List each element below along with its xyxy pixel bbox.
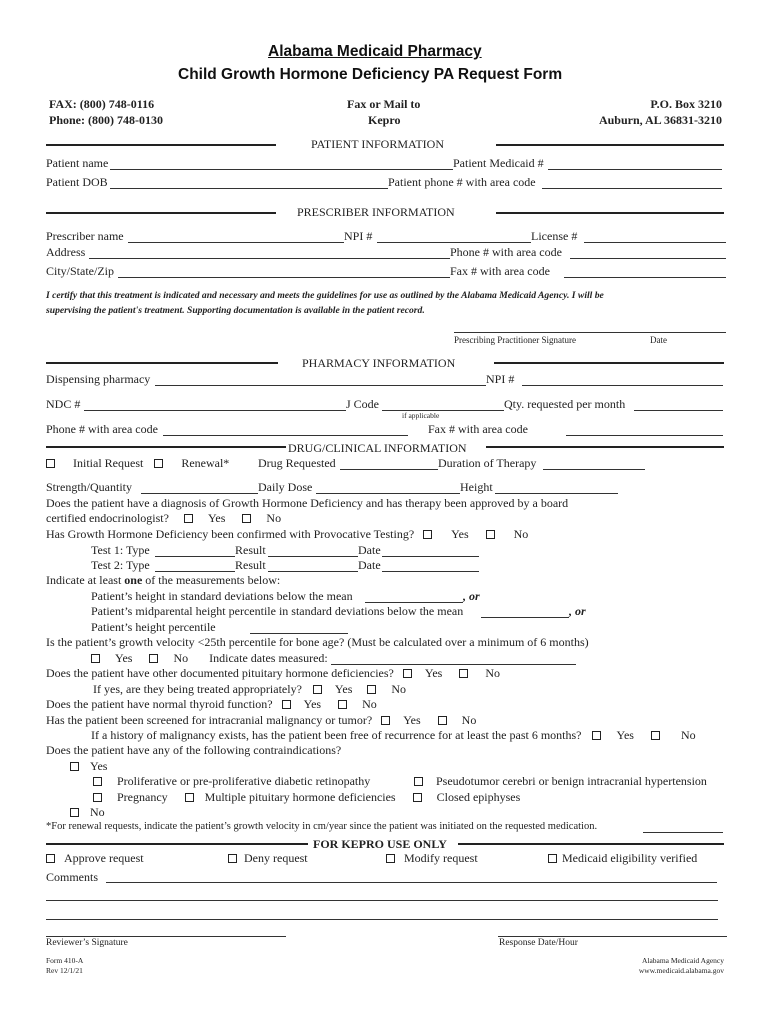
q4b-no-label: No: [391, 682, 407, 696]
section-divider: [46, 212, 276, 214]
contraindication-2-label: Pseudotumor cerebri or benign intracranial hypertension: [436, 774, 707, 788]
q6-yes-label: Yes: [403, 713, 421, 727]
agency-name: Alabama Medicaid Agency: [641, 956, 724, 965]
ndc-field[interactable]: [84, 410, 346, 411]
address-field[interactable]: [89, 258, 450, 259]
q4-yes-label: Yes: [424, 666, 443, 680]
patient-name-label: Patient name: [46, 156, 109, 170]
prescriber-npi-label: NPI #: [344, 229, 373, 243]
contraindication-1-row: [93, 774, 370, 789]
question-4-text: Does the patient have other documented pituitary hormone deficiencies?: [46, 666, 394, 680]
duration-label: Duration of Therapy: [438, 456, 537, 470]
modify-checkbox[interactable]: [386, 854, 395, 863]
contraindication-2-checkbox[interactable]: [414, 777, 423, 786]
reviewer-signature-label: Reviewer’s Signature: [46, 938, 128, 948]
initial-request-checkbox[interactable]: [46, 459, 55, 468]
kepro-section-title: FOR KEPRO USE ONLY: [313, 837, 447, 851]
question-4b-text: If yes, are they being treated appropriately?: [93, 682, 302, 696]
certification-line-1: I certify that this treatment is indicated and necessary and meets the guidelines for use as outlined by the Alabama Medicaid Agency. I will be: [46, 290, 604, 301]
fax-number: FAX: (800) 748-0116: [49, 97, 155, 111]
medicaid-eligibility-label: Medicaid eligibility verified: [562, 851, 698, 865]
question-5-row: [46, 697, 377, 712]
test-1-type-field[interactable]: [155, 556, 235, 557]
section-divider: [46, 446, 286, 448]
section-divider: [46, 362, 278, 364]
q7-yes-row: [70, 759, 107, 774]
question-1-text: Does the patient have a diagnosis of Growth Hormone Deficiency and has therapy been approved by a board: [46, 496, 569, 510]
question-6b-text: If a history of malignancy exists, has the patient been free of recurrence for at least the past 6 months?: [91, 728, 582, 742]
response-date-line[interactable]: [498, 936, 727, 937]
patient-name-field[interactable]: [110, 169, 453, 170]
q6b-no-label: No: [680, 728, 696, 742]
ndc-label: NDC #: [46, 397, 81, 411]
drug-requested-field[interactable]: [340, 469, 438, 470]
comments-label: Comments: [46, 870, 99, 884]
question-6-text: Has the patient been screened for intracranial malignancy or tumor?: [46, 713, 373, 727]
response-date-label: Response Date/Hour: [499, 938, 578, 948]
approve-label: Approve request: [64, 851, 144, 865]
q1-yes-label: Yes: [207, 511, 226, 525]
q3-no-label: No: [173, 651, 189, 665]
if-applicable-note: if applicable: [402, 411, 440, 420]
contraindication-5-label: Closed epiphyses: [436, 790, 521, 804]
prescriber-phone-field[interactable]: [570, 258, 726, 259]
daily-dose-label: Daily Dose: [258, 480, 313, 494]
measurement-2-or: , or: [569, 604, 586, 618]
question-3-row: [91, 651, 328, 666]
license-field[interactable]: [584, 242, 726, 243]
modify-label: Modify request: [404, 851, 478, 865]
q7-yes-label: Yes: [90, 759, 108, 773]
pharmacy-phone-label: Phone # with area code: [46, 422, 158, 436]
renewal-checkbox[interactable]: [154, 459, 163, 468]
contraindication-row-2: [93, 790, 520, 805]
jcode-label: J Code: [346, 397, 379, 411]
q2-no-checkbox[interactable]: [486, 530, 495, 539]
test-2-type-field[interactable]: [155, 571, 235, 572]
city-state-zip-field[interactable]: [118, 277, 450, 278]
q4-no-label: No: [485, 666, 501, 680]
test-1-result-label: Result: [235, 543, 266, 557]
strength-field[interactable]: [141, 493, 258, 494]
measurement-2-label: Patient’s midparental height percentile in standard deviations below the mean: [91, 604, 464, 618]
q4b-yes-label: Yes: [334, 682, 353, 696]
q1-no-label: No: [266, 511, 282, 525]
title-line-2: Child Growth Hormone Deficiency PA Request Form: [178, 66, 563, 83]
q3-yes-label: Yes: [115, 651, 133, 665]
patient-section-title: PATIENT INFORMATION: [311, 137, 445, 151]
city-address: Auburn, AL 36831-3210: [598, 113, 722, 127]
q3-no-checkbox[interactable]: [149, 654, 158, 663]
contraindication-3-label: Pregnancy: [117, 790, 168, 804]
section-divider: [458, 843, 724, 845]
comments-field-1[interactable]: [106, 882, 717, 883]
q6b-yes-checkbox[interactable]: [592, 731, 601, 740]
dispensing-pharmacy-label: Dispensing pharmacy: [46, 372, 151, 386]
contraindication-1-label: Proliferative or pre-proliferative diabetic retinopathy: [117, 774, 371, 788]
q7-yes-checkbox[interactable]: [70, 762, 79, 771]
prescriber-section-title: PRESCRIBER INFORMATION: [297, 205, 455, 219]
medicaid-eligibility-row: [548, 851, 697, 866]
kepro-label: Kepro: [368, 113, 401, 127]
question-4-row: [46, 666, 500, 681]
measurement-1-label: Patient’s height in standard deviations below the mean: [91, 589, 353, 603]
pharmacy-npi-field[interactable]: [522, 385, 723, 386]
q6-yes-checkbox[interactable]: [381, 716, 390, 725]
signature-date-label: Date: [650, 335, 667, 345]
q2-yes-label: Yes: [451, 527, 469, 541]
measurement-1-or: , or: [463, 589, 480, 603]
prescriber-npi-field[interactable]: [377, 242, 531, 243]
contraindication-4-label: Multiple pituitary hormone deficiencies: [204, 790, 396, 804]
q6b-no-checkbox[interactable]: [651, 731, 660, 740]
contraindication-2-row: [414, 774, 707, 789]
indicate-text-one: one: [124, 573, 143, 587]
indicate-measurements-text: [46, 573, 280, 588]
section-divider: [46, 144, 276, 146]
q5-yes-checkbox[interactable]: [282, 700, 291, 709]
q5-no-checkbox[interactable]: [338, 700, 347, 709]
pharmacy-fax-field[interactable]: [566, 435, 723, 436]
q7-no-checkbox[interactable]: [70, 808, 79, 817]
renewal-label: Renewal*: [181, 456, 230, 470]
q4-yes-checkbox[interactable]: [403, 669, 412, 678]
test-2-type-label: Test 2: Type: [91, 558, 150, 572]
pharmacy-npi-label: NPI #: [486, 372, 515, 386]
form-revision: Rev 12/1/21: [46, 966, 83, 975]
patient-medicaid-field[interactable]: [548, 169, 722, 170]
daily-dose-field[interactable]: [316, 493, 460, 494]
drug-section-title: DRUG/CLINICAL INFORMATION: [288, 441, 467, 455]
question-6b-row: [91, 728, 696, 743]
test-1-date-label: Date: [358, 543, 381, 557]
signature-line[interactable]: [454, 332, 726, 333]
form-number: Form 410-A: [46, 956, 84, 965]
deny-checkbox[interactable]: [228, 854, 237, 863]
patient-phone-label: Patient phone # with area code: [388, 175, 536, 189]
measurement-2-field[interactable]: [481, 617, 569, 618]
agency-website[interactable]: www.medicaid.alabama.gov: [638, 966, 724, 975]
q2-yes-checkbox[interactable]: [423, 530, 432, 539]
pharmacy-phone-field[interactable]: [163, 435, 408, 436]
patient-dob-field[interactable]: [110, 188, 388, 189]
test-1-type-label: Test 1: Type: [91, 543, 150, 557]
deny-label: Deny request: [244, 851, 308, 865]
test-2-result-label: Result: [235, 558, 266, 572]
q4-no-checkbox[interactable]: [459, 669, 468, 678]
jcode-field[interactable]: [382, 410, 504, 411]
patient-medicaid-label: Patient Medicaid #: [453, 156, 544, 170]
prescriber-phone-label: Phone # with area code: [450, 245, 562, 259]
test-1-result-field[interactable]: [268, 556, 358, 557]
section-divider: [496, 144, 724, 146]
q3-yes-checkbox[interactable]: [91, 654, 100, 663]
q7-no-row: [70, 805, 105, 820]
title-line-1: Alabama Medicaid Pharmacy: [268, 43, 482, 60]
duration-field[interactable]: [543, 469, 645, 470]
patient-phone-field[interactable]: [542, 188, 722, 189]
indicate-text-b: of the measurements below:: [142, 573, 281, 587]
qty-label: Qty. requested per month: [504, 397, 626, 411]
prescriber-fax-field[interactable]: [564, 277, 726, 278]
po-box: P.O. Box 3210: [650, 97, 722, 111]
renewal-note: *For renewal requests, indicate the patient’s growth velocity in cm/year since the patient was initiated on the requested medication.: [46, 821, 598, 832]
q2-no-label: No: [513, 527, 529, 541]
q7-no-label: No: [90, 805, 105, 819]
question-3-text: Is the patient’s growth velocity <25th percentile for bone age? (Must be calculated over a minimum of 6 months): [46, 635, 589, 649]
qty-field[interactable]: [634, 410, 723, 411]
deny-row: [228, 851, 308, 866]
question-1-row: [46, 511, 281, 526]
pharmacy-section-title: PHARMACY INFORMATION: [302, 356, 456, 370]
dates-measured-field[interactable]: [331, 664, 576, 665]
strength-label: Strength/Quantity: [46, 480, 132, 494]
measurement-1-field[interactable]: [365, 602, 463, 603]
q5-yes-label: Yes: [303, 697, 322, 711]
test-2-date-field[interactable]: [382, 571, 479, 572]
q1-no-checkbox[interactable]: [242, 514, 251, 523]
reviewer-signature-line[interactable]: [46, 936, 286, 937]
q5-no-label: No: [362, 697, 377, 711]
contraindication-1-checkbox[interactable]: [93, 777, 102, 786]
prescriber-name-field[interactable]: [128, 242, 344, 243]
indicate-text-a: Indicate at least: [46, 573, 125, 587]
test-1-date-field[interactable]: [382, 556, 479, 557]
test-2-date-label: Date: [358, 558, 381, 572]
patient-dob-label: Patient DOB: [46, 175, 108, 189]
contraindication-3-checkbox[interactable]: [93, 793, 102, 802]
section-divider: [496, 212, 724, 214]
test-2-result-field[interactable]: [268, 571, 358, 572]
section-divider: [494, 362, 724, 364]
q6-no-checkbox[interactable]: [438, 716, 447, 725]
q4b-yes-checkbox[interactable]: [313, 685, 322, 694]
section-divider: [486, 446, 724, 448]
modify-row: [386, 851, 478, 866]
approve-row: [46, 851, 144, 866]
prescriber-name-label: Prescriber name: [46, 229, 124, 243]
question-7-text: Does the patient have any of the following contraindications?: [46, 743, 342, 757]
medicaid-eligibility-checkbox[interactable]: [548, 854, 557, 863]
question-5-text: Does the patient have normal thyroid function?: [46, 697, 273, 711]
question-1-text-2: certified endocrinologist?: [46, 511, 169, 525]
city-state-zip-label: City/State/Zip: [46, 264, 114, 278]
comments-field-3[interactable]: [46, 919, 718, 920]
comments-field-2[interactable]: [46, 900, 718, 901]
pharmacy-fax-label: Fax # with area code: [428, 422, 528, 436]
question-2-text: Has Growth Hormone Deficiency been confirmed with Provocative Testing?: [46, 527, 415, 541]
q6-no-label: No: [461, 713, 477, 727]
contraindication-4-checkbox[interactable]: [185, 793, 194, 802]
question-6-row: [46, 713, 476, 728]
section-divider: [46, 843, 308, 845]
question-2-row: [46, 527, 528, 542]
contraindication-5-checkbox[interactable]: [413, 793, 422, 802]
license-label: License #: [531, 229, 578, 243]
height-field[interactable]: [495, 493, 618, 494]
approve-checkbox[interactable]: [46, 854, 55, 863]
measurement-3-field[interactable]: [250, 633, 348, 634]
initial-request-row: [46, 456, 229, 471]
q4b-no-checkbox[interactable]: [367, 685, 376, 694]
q6b-yes-label: Yes: [616, 728, 634, 742]
drug-requested-label: Drug Requested: [258, 456, 336, 470]
height-label: Height: [460, 480, 493, 494]
dates-measured-label: Indicate dates measured:: [209, 651, 328, 665]
growth-velocity-field[interactable]: [643, 832, 723, 833]
prescriber-fax-label: Fax # with area code: [450, 264, 550, 278]
measurement-3-label: Patient’s height percentile: [91, 620, 216, 634]
dispensing-pharmacy-field[interactable]: [155, 385, 486, 386]
initial-request-label: Initial Request: [73, 456, 144, 470]
address-label: Address: [46, 245, 86, 259]
fax-mail-label: Fax or Mail to: [347, 97, 421, 111]
certification-line-2: supervising the patient's treatment. Supporting documentation is available in the patient record.: [46, 305, 425, 316]
q1-yes-checkbox[interactable]: [184, 514, 193, 523]
signature-label: Prescribing Practitioner Signature: [454, 335, 576, 345]
phone-number: Phone: (800) 748-0130: [49, 113, 163, 127]
question-4b-row: [93, 682, 406, 697]
